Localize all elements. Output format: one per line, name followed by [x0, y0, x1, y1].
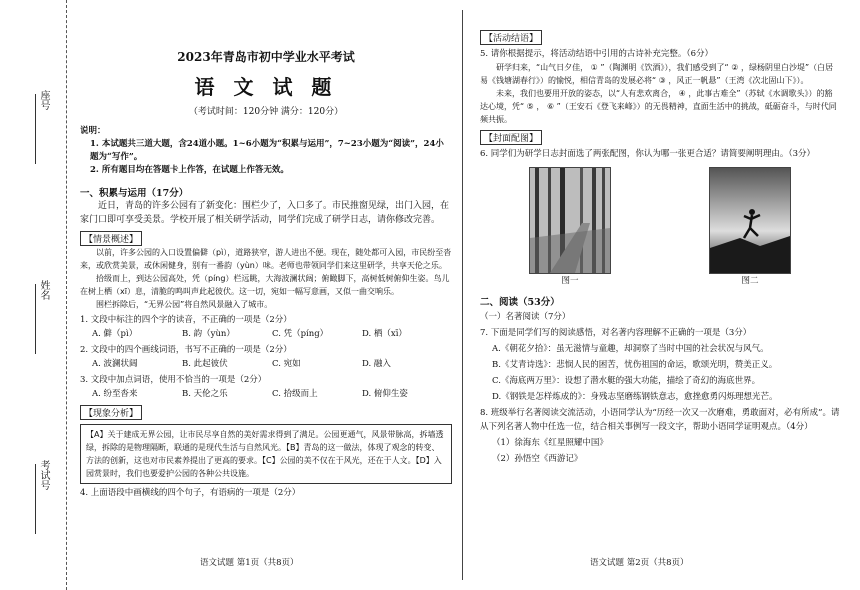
question-5-text-2: 未来，我们也要用开放的姿态，以“人有悲欢离合， ④ ，此事古难全”（苏轼《水调歌头》）的豁达心境，凭“ ⑤ ， ⑥ ”（王安石《登飞来峰》）的无畏精神，直面生活中的挑战，砥砺奋斗，与时代同频共振。 — [480, 89, 837, 124]
runner-silhouette-photo — [709, 167, 791, 274]
question-7-option-d: D.《钢铁是怎样炼成的》：身残志坚磨练钢铁意志，愈挫愈勇闪烁理想光芒。 — [492, 392, 778, 402]
page-one: 2023年青岛市初中学业水平考试 语 文 试 题 （考试时间：120分钟 满分：120分） 说明： 1. 本试题共三道大题，含24道小题。1~6小题为“积累与运用”，7~23小题为“阅读”，24小题为“写作”。 2. 所有题目均在答题卡上作答，在试题上作答无效。 一、积累与运用（17分） 近日，青岛的许多公园有了新变化：围栏少了，入口多了。市民推窗见绿，出门入园，在家门口即可享受美景。学校开展了相关研学活动，同学们完成了研学日志，请你修改完善。 【情景概述】 以前，许多公园的入口设置偏僻（pì），道路狭窄，游人进出不便。现在，随处都可入园，市民纷至沓来，或欣赏美景，或休闲健身，别有一番韵（yùn）味。老师也带领同学们来这里研学，共享天伦之乐。 拾级而上，到达公园高处，凭（píng）栏远眺，大海波澜状阔；俯瞰脚下，高树低树俯仰生姿。鸟儿在树上栖（xī）息，清脆的鸣叫声此起彼伏。这一切，宛如一幅写意画，又似一曲交响乐。 围栏拆除后，“无界公园”将自然风景融入了城市。 1. 文段中标注的四个字的读音，不正确的一项是（2分） A. 僻（pì） B. 韵（yùn） C. 凭（píng） D. 栖（xī） 2. 文段中的四个画线词语，书写不正确的一项是（2分） A. 波澜状阔 B. 此起彼伏 C. 宛如 D. 融入 3. 文段中加点词语，使用不恰当的一项是（2分） A. 纷至沓来 B. 天伦之乐 C. 拾级而上 D. 俯仰生姿 【现象分析】 【A】关于建成无界公园，让市民尽享自然的美好需求得到了满足。公园更通气，风景带脉高，拆墙透绿，拆除的是物理隔断，联通的是现代生活与自然风光。【B】青岛的这一做法，体现了观念的转变、方法的创新，这也对市民素养提出了更高的要求。【C】公园的美不仅在于风光，还在于人文。【D】入园赏景时，我们也要爱护公园的各种公共设施。 4. 上面语段中画横线的四个句子，有语病的一项是（2分） 语文试题 第1页（共8页） — [80, 50, 452, 568]
question-4: 4. 上面语段中画横线的四个句子，有语病的一项是（2分） — [80, 488, 301, 498]
question-2-options: A. 波澜状阔 B. 此起彼伏 C. 宛如 D. 融入 — [92, 359, 391, 369]
note-2: 2. 所有题目均在答题卡上作答，在试题上作答无效。 — [90, 165, 289, 175]
question-6: 6. 同学们为研学日志封面选了两张配图，你认为哪一张更合适？请简要阐明理由。（3分） — [480, 149, 815, 159]
question-8-choice-2: （2）孙悟空《西游记》 — [492, 454, 583, 464]
section-2-heading: 二、阅读（53分） — [480, 297, 560, 308]
question-7-option-c: C.《海底两万里》：设想了潜水艇的强大功能，描绘了奇幻的海底世界。 — [492, 376, 761, 386]
binding-margin — [0, 0, 72, 590]
scenario-tag: 【情景概述】 — [80, 231, 142, 246]
binding-line — [66, 0, 67, 590]
reading-para-2: 拾级而上，到达公园高处，凭（píng）栏远眺，大海波澜状阔；俯瞰脚下，高树低树俯仰生姿。鸟儿在树上栖（xī）息，清脆的鸣叫声此起彼伏。这一切，宛如一幅写意画，又似一曲交响乐。 — [80, 274, 450, 296]
forest-path-photo — [529, 167, 611, 274]
question-7: 7. 下面是同学们写的阅读感悟，对名著内容理解不正确的一项是（3分） — [480, 328, 752, 338]
question-5: 5. 请你根据提示，将活动结语中引用的古诗补充完整。（6分） — [480, 49, 713, 59]
question-7-option-a: A.《朝花夕拾》：虽无滋情与童趣，却洞察了当时中国的社会状况与风气。 — [492, 344, 769, 354]
page-two: 【活动结语】 5. 请你根据提示，将活动结语中引用的古诗补充完整。（6分） 研学归来，“山气日夕佳， ① ”（陶渊明《饮酒》），我们感受到了“ ② ，绿杨阴里白沙堤”（白居易《钱塘湖春行》）的愉悦，相信青岛的发展必将“ ③ ，风正一帆悬”（王湾《次北固山下》）。 未来，我们也要用开放的姿态，以“人有悲欢离合， ④ ，此事古难全”（苏轼《水调歌头》）的豁达心境，凭“ ⑤ ， ⑥ ”（王安石《登飞来峰》）的无畏精神，直面生活中的挑战，砥砺奋斗，与时代同频共振。 【封面配图】 6. 同学们为研学日志封面选了两张配图，你认为哪一张更合适？请简要阐明理由。（3分） 图一 图二 二、阅读（53分） （一）名著阅读（7分） 7. 下面是同学们写的阅读感悟，对名著内容理解不正确的一项是（3分） A.《朝花夕拾》：虽无滋情与童趣，却洞察了当时中国的社会状况与风气。 B.《艾青诗选》：悲悯人民的困苦，忧伤祖国的命运，歌颂光明，赞美正义。 C.《海底两万里》：设想了潜水艇的强大功能，描绘了奇幻的海底世界。 D.《钢铁是怎样炼成的》：身残志坚磨练钢铁意志，愈挫愈勇闪烁理想光芒。 8. 班级举行名著阅读交流活动，小语同学认为“历经一次又一次磨难，勇敢面对，必有所成”。请从下列名著人物中任选一位，结合相关事例写一段文字，帮助小语同学证明观点。（4分） （1）徐海东《红星照耀中国》 （2）孙悟空《西游记》 语文试题 第2页（共8页） — [480, 14, 840, 466]
subsection-1: （一）名著阅读（7分） — [480, 312, 571, 322]
figure-2 — [709, 167, 791, 286]
intro-paragraph: 近日，青岛的许多公园有了新变化：围栏少了，入口多了。市民推窗见绿，出门入园，在家门口即可享受美景。学校开展了相关研学活动，同学们完成了研学日志，请你修改完善。 — [80, 201, 450, 225]
section-1-heading: 一、积累与运用（17分） — [80, 188, 189, 199]
analysis-box: 【A】关于建成无界公园，让市民尽享自然的美好需求得到了满足。公园更通气，风景带脉高，拆墙透绿，拆除的是物理隔断，联通的是现代生活与自然风光。【B】青岛的这一做法，体现了观念的转变、方法的创新，这也对市民素养提出了更高的要求。【C】公园的美不仅在于风光，还在于人文。【D】入园赏景时，我们也要爱护公园的各种公共设施。 — [80, 424, 452, 484]
page-divider — [462, 10, 463, 580]
question-5-text-1: 研学归来，“山气日夕佳， ① ”（陶渊明《饮酒》），我们感受到了“ ② ，绿杨阴里白沙堤”（白居易《钱塘湖春行》）的愉悦，相信青岛的发展必将“ ③ ，风正一帆悬”（王湾《次北固山下》）。 — [480, 63, 834, 85]
question-8-choice-1: （1）徐海东《红星照耀中国》 — [492, 438, 608, 448]
question-2: 2. 文段中的四个画线词语，书写不正确的一项是（2分） — [80, 345, 292, 355]
exam-number-field: 考试号 — [30, 460, 51, 534]
exam-title: 2023年青岛市初中学业水平考试 — [177, 50, 355, 64]
note-1: 1. 本试题共三道大题，含24道小题。1~6小题为“积累与运用”，7~23小题为“阅读”，24小题为“写作”。 — [90, 139, 444, 162]
reading-para-3: 围栏拆除后，“无界公园”将自然风景融入了城市。 — [96, 300, 273, 309]
question-3: 3. 文段中加点词语，使用不恰当的一项是（2分） — [80, 375, 267, 385]
figure-row — [480, 167, 840, 286]
question-3-options: A. 纷至沓来 B. 天伦之乐 C. 拾级而上 D. 俯仰生姿 — [92, 389, 408, 399]
subject-title: 语 文 试 题 — [194, 75, 338, 99]
conclusion-tag: 【活动结语】 — [480, 30, 542, 45]
analysis-tag: 【现象分析】 — [80, 405, 142, 420]
question-8: 8. 班级举行名著阅读交流活动，小语同学认为“历经一次又一次磨难，勇敢面对，必有所成”。请从下列名著人物中任选一位，结合相关事例写一段文字，帮助小语同学证明观点。（4分） — [480, 408, 840, 432]
cover-image-tag: 【封面配图】 — [480, 130, 542, 145]
exam-time: （考试时间：120分钟 满分：120分） — [188, 107, 344, 117]
figure-2-caption: 图二 — [741, 276, 759, 286]
reading-para-1: 以前，许多公园的入口设置偏僻（pì），道路狭窄，游人进出不便。现在，随处都可入园，市民纷至沓来，或欣赏美景，或休闲健身，别有一番韵（yùn）味。老师也带领同学们来这里研学，共享天伦之乐。 — [80, 248, 452, 270]
figure-1-caption: 图一 — [561, 276, 579, 286]
name-field: 姓名 — [30, 280, 51, 354]
figure-1 — [529, 167, 611, 286]
instructions: 说明： 1. 本试题共三道大题，含24道小题。1~6小题为“积累与运用”，7~23小题为“阅读”，24小题为“写作”。 2. 所有题目均在答题卡上作答，在试题上作答无效。 — [80, 126, 444, 175]
question-1: 1. 文段中标注的四个字的读音，不正确的一项是（2分） — [80, 315, 292, 325]
question-7-option-b: B.《艾青诗选》：悲悯人民的困苦，忧伤祖国的命运，歌颂光明，赞美正义。 — [492, 360, 778, 370]
question-1-options: A. 僻（pì） B. 韵（yùn） C. 凭（píng） D. 栖（xī） — [92, 329, 407, 339]
seat-field: 座号 — [30, 90, 51, 164]
